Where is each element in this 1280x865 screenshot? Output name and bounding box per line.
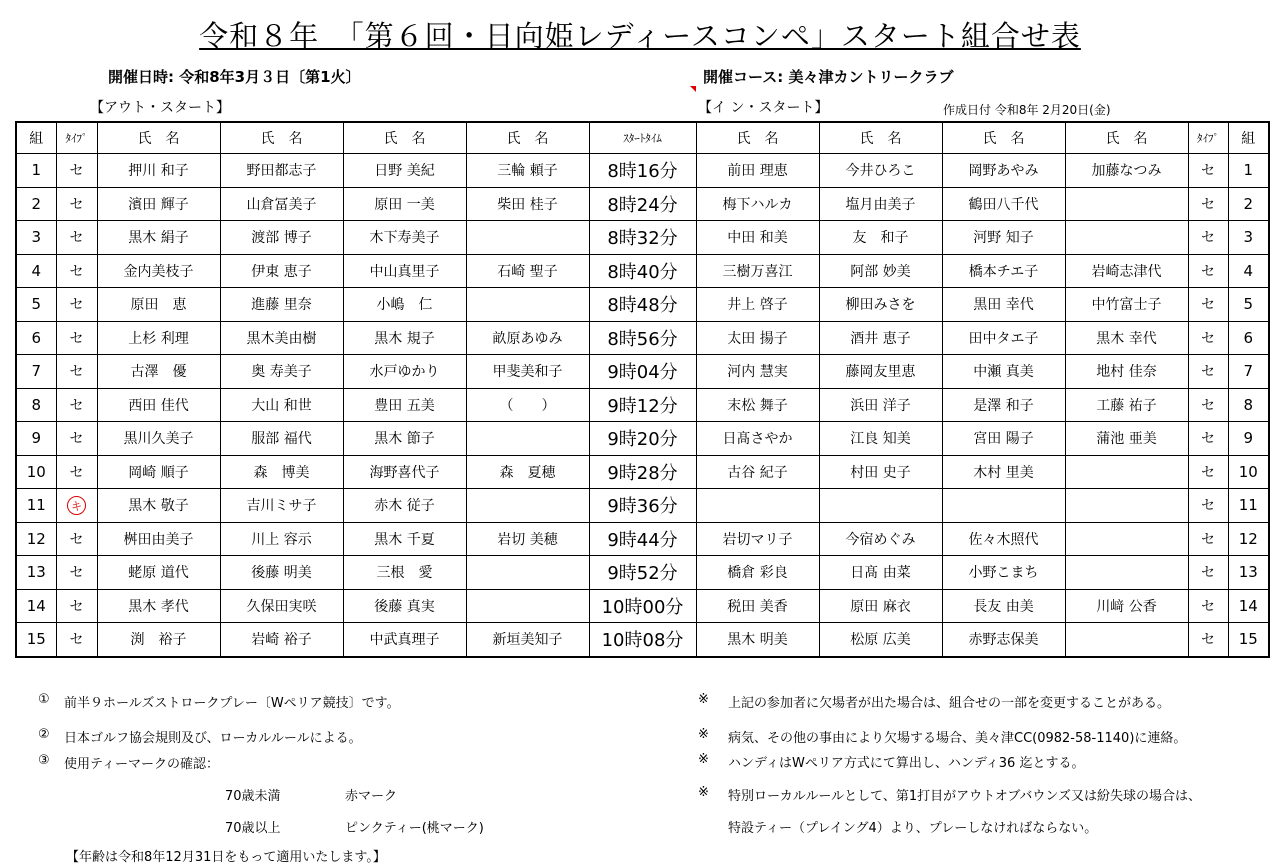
group-number: 2 (16, 187, 56, 221)
out-player-name: 奥 寿美子 (220, 355, 343, 389)
out-player-name: 原田 一美 (343, 187, 466, 221)
header-group: 組 (16, 122, 56, 154)
in-player-name: 橋倉 彩良 (696, 556, 819, 590)
in-player-name (696, 489, 819, 523)
out-player-name: 中武真理子 (343, 623, 466, 657)
player-type: セ (56, 221, 97, 255)
in-player-name: 加藤なつみ (1065, 154, 1188, 188)
in-player-name: 税田 美香 (696, 589, 819, 623)
in-player-name: 蒲池 亜美 (1065, 422, 1188, 456)
note-r2: 病気、その他の事由により欠場する場合、美々津CC(0982-58-1140)に連絡。 (728, 731, 1187, 746)
in-player-name: 柳田みさを (819, 288, 942, 322)
out-player-name: 伊東 恵子 (220, 254, 343, 288)
group-number: 6 (16, 321, 56, 355)
in-player-name: 中瀬 真美 (942, 355, 1065, 389)
table-row (16, 321, 1269, 355)
group-number: 13 (1228, 556, 1269, 590)
out-player-name: 原田 恵 (97, 288, 220, 322)
out-player-name: 上杉 利理 (97, 321, 220, 355)
in-player-name: 河野 知子 (942, 221, 1065, 255)
player-type: セ (1188, 489, 1228, 523)
group-number: 8 (16, 388, 56, 422)
group-number: 4 (16, 254, 56, 288)
in-player-name: 三樹万喜江 (696, 254, 819, 288)
in-player-name: 地村 佳奈 (1065, 355, 1188, 389)
out-player-name (466, 221, 589, 255)
start-time: 8時48分 (589, 288, 696, 322)
out-player-name (466, 489, 589, 523)
out-player-name: 黒木 敬子 (97, 489, 220, 523)
group-number: 9 (1228, 422, 1269, 456)
start-time: 9時52分 (589, 556, 696, 590)
note-3: 使用ティーマークの確認： (64, 757, 219, 772)
in-player-name: 古谷 紀子 (696, 455, 819, 489)
in-player-name: 長友 由美 (942, 589, 1065, 623)
out-player-name: 金内美枝子 (97, 254, 220, 288)
out-player-name: 木下寿美子 (343, 221, 466, 255)
player-type: セ (1188, 455, 1228, 489)
player-type: セ (56, 589, 97, 623)
group-number: 9 (16, 422, 56, 456)
player-type (56, 489, 97, 523)
start-time: 9時44分 (589, 522, 696, 556)
note-r2-mark: ※ (698, 727, 709, 742)
in-player-name: 松原 広美 (819, 623, 942, 657)
note-r3-mark: ※ (698, 752, 709, 767)
player-type: セ (56, 187, 97, 221)
in-player-name: 藤岡友里恵 (819, 355, 942, 389)
group-number: 7 (16, 355, 56, 389)
out-player-name: 渡部 博子 (220, 221, 343, 255)
out-player-name: 渕 裕子 (97, 623, 220, 657)
group-number: 14 (1228, 589, 1269, 623)
in-player-name: 日髙 由菜 (819, 556, 942, 590)
in-player-name: 中田 和美 (696, 221, 819, 255)
group-number: 15 (1228, 623, 1269, 657)
table-body (16, 154, 1269, 657)
in-player-name: 日髙さやか (696, 422, 819, 456)
out-player-name: 久保田実咲 (220, 589, 343, 623)
in-player-name: 鶴田八千代 (942, 187, 1065, 221)
in-player-name (1065, 221, 1188, 255)
out-player-name: 豊田 五美 (343, 388, 466, 422)
in-start-label: 【イ ン・スタート】 (698, 100, 829, 116)
in-player-name: 川﨑 公香 (1065, 589, 1188, 623)
out-player-name: 小嶋 仁 (343, 288, 466, 322)
in-player-name (1065, 489, 1188, 523)
in-player-name: 黒木 幸代 (1065, 321, 1188, 355)
group-number: 2 (1228, 187, 1269, 221)
event-course: 開催コース: 美々津カントリークラブ (703, 68, 954, 86)
out-start-label: 【アウト・スタート】 (90, 100, 230, 116)
out-player-name: 黒木 千夏 (343, 522, 466, 556)
group-number: 11 (1228, 489, 1269, 523)
player-type: セ (1188, 589, 1228, 623)
in-player-name: 今宿めぐみ (819, 522, 942, 556)
start-time: 8時56分 (589, 321, 696, 355)
in-player-name: 塩月由美子 (819, 187, 942, 221)
in-player-name (1065, 522, 1188, 556)
table-row (16, 221, 1269, 255)
note-2-mark: ② (38, 727, 50, 742)
out-player-name: 西田 佳代 (97, 388, 220, 422)
out-player-name: 黒木美由樹 (220, 321, 343, 355)
in-player-name: 木村 里美 (942, 455, 1065, 489)
out-player-name: 海野喜代子 (343, 455, 466, 489)
out-player-name: 石崎 聖子 (466, 254, 589, 288)
in-player-name: 工藤 祐子 (1065, 388, 1188, 422)
group-number: 1 (1228, 154, 1269, 188)
table-row (16, 422, 1269, 456)
player-type: セ (56, 455, 97, 489)
header-name: 氏 名 (220, 122, 343, 154)
start-time: 10時08分 (589, 623, 696, 657)
out-player-name: 岡崎 順子 (97, 455, 220, 489)
table-row (16, 522, 1269, 556)
in-player-name: 阿部 妙美 (819, 254, 942, 288)
in-player-name: 中竹富士子 (1065, 288, 1188, 322)
header-name: 氏 名 (696, 122, 819, 154)
start-time: 8時16分 (589, 154, 696, 188)
in-player-name: 原田 麻衣 (819, 589, 942, 623)
player-type: セ (56, 623, 97, 657)
out-player-name: 岩切 美穂 (466, 522, 589, 556)
in-player-name: 黒木 明美 (696, 623, 819, 657)
out-player-name: 水戸ゆかり (343, 355, 466, 389)
tee-mark-1: 赤マーク (345, 789, 398, 804)
out-player-name: 押川 和子 (97, 154, 220, 188)
out-player-name: 黒木 節子 (343, 422, 466, 456)
in-player-name: 井上 啓子 (696, 288, 819, 322)
out-player-name: 山倉冨美子 (220, 187, 343, 221)
circled-type-mark: キ (67, 496, 86, 515)
in-player-name (1065, 455, 1188, 489)
table-row (16, 556, 1269, 590)
out-player-name (466, 422, 589, 456)
start-time: 9時04分 (589, 355, 696, 389)
group-number: 1 (16, 154, 56, 188)
group-number: 7 (1228, 355, 1269, 389)
in-player-name: 岩崎志津代 (1065, 254, 1188, 288)
tee-age-2: 70歳以上 (225, 821, 281, 836)
player-type: セ (1188, 321, 1228, 355)
in-player-name: 田中タエ子 (942, 321, 1065, 355)
event-date: 開催日時: 令和8年3月３日〔第1火〕 (108, 68, 361, 86)
group-number: 10 (1228, 455, 1269, 489)
in-player-name: 浜田 洋子 (819, 388, 942, 422)
player-type: セ (1188, 221, 1228, 255)
table-row (16, 623, 1269, 657)
table-row (16, 288, 1269, 322)
page-title: 令和８年 「第６回・日向姫レディースコンペ」スタート組合せ表 (199, 19, 1081, 53)
group-number: 11 (16, 489, 56, 523)
table-row (16, 187, 1269, 221)
out-player-name: （ ） (466, 388, 589, 422)
in-player-name: 友 和子 (819, 221, 942, 255)
group-number: 14 (16, 589, 56, 623)
out-player-name: 森 夏穂 (466, 455, 589, 489)
out-player-name: 吉川ミサ子 (220, 489, 343, 523)
in-player-name: 橋本チエ子 (942, 254, 1065, 288)
table-row (16, 388, 1269, 422)
in-player-name (1065, 187, 1188, 221)
group-number: 15 (16, 623, 56, 657)
note-1-mark: ① (38, 692, 50, 707)
player-type: セ (56, 254, 97, 288)
player-type: セ (56, 154, 97, 188)
table-row (16, 355, 1269, 389)
group-number: 5 (16, 288, 56, 322)
in-player-name: 佐々木照代 (942, 522, 1065, 556)
header-type: ﾀｲﾌﾟ (1188, 122, 1228, 154)
note-3-mark: ③ (38, 753, 50, 768)
out-player-name: 服部 福代 (220, 422, 343, 456)
out-player-name (466, 288, 589, 322)
start-time: 9時12分 (589, 388, 696, 422)
out-player-name: 後藤 真実 (343, 589, 466, 623)
player-type: セ (1188, 623, 1228, 657)
pairing-table (15, 121, 1270, 658)
group-number: 13 (16, 556, 56, 590)
in-player-name: 梅下ハルカ (696, 187, 819, 221)
note-r3: ハンディはWペリア方式にて算出し、ハンディ36 迄とする。 (728, 756, 1085, 771)
player-type: セ (56, 388, 97, 422)
out-player-name: 岩崎 裕子 (220, 623, 343, 657)
group-number: 10 (16, 455, 56, 489)
player-type: セ (1188, 355, 1228, 389)
note-r1-mark: ※ (698, 692, 709, 707)
in-player-name: 岩切マリ子 (696, 522, 819, 556)
group-number: 3 (16, 221, 56, 255)
player-type: セ (1188, 154, 1228, 188)
out-player-name: 柴田 桂子 (466, 187, 589, 221)
in-player-name (942, 489, 1065, 523)
note-r4-mark: ※ (698, 785, 709, 800)
header-name: 氏 名 (942, 122, 1065, 154)
note-r1: 上記の参加者に欠場者が出た場合は、組合せの一部を変更することがある。 (728, 696, 1171, 711)
player-type: セ (56, 422, 97, 456)
in-player-name: 岡野あやみ (942, 154, 1065, 188)
player-type: セ (56, 321, 97, 355)
player-type: セ (1188, 422, 1228, 456)
in-player-name: 河内 慧実 (696, 355, 819, 389)
player-type: セ (1188, 388, 1228, 422)
group-number: 4 (1228, 254, 1269, 288)
header-name: 氏 名 (466, 122, 589, 154)
in-player-name: 今井ひろこ (819, 154, 942, 188)
header-start-time: ｽﾀｰﾄﾀｲﾑ (589, 122, 696, 154)
out-player-name: 大山 和世 (220, 388, 343, 422)
start-time: 9時28分 (589, 455, 696, 489)
table-row (16, 455, 1269, 489)
out-player-name: 蛯原 道代 (97, 556, 220, 590)
out-player-name: 黒木 絹子 (97, 221, 220, 255)
out-player-name: 進藤 里奈 (220, 288, 343, 322)
start-time: 9時20分 (589, 422, 696, 456)
out-player-name: 黒木 孝代 (97, 589, 220, 623)
out-player-name (466, 556, 589, 590)
table-row (16, 154, 1269, 188)
in-player-name: 黒田 幸代 (942, 288, 1065, 322)
table-row (16, 589, 1269, 623)
tee-age-1: 70歳未満 (225, 789, 281, 804)
player-type: セ (1188, 556, 1228, 590)
out-player-name: 黒木 規子 (343, 321, 466, 355)
in-player-name: 酒井 恵子 (819, 321, 942, 355)
in-player-name: 村田 史子 (819, 455, 942, 489)
start-time: 10時00分 (589, 589, 696, 623)
out-player-name: 濱田 輝子 (97, 187, 220, 221)
out-player-name: 古澤 優 (97, 355, 220, 389)
player-type: セ (56, 355, 97, 389)
player-type: セ (56, 556, 97, 590)
tee-mark-2: ピンクティー(桃マーク) (345, 821, 484, 836)
group-number: 12 (1228, 522, 1269, 556)
player-type: セ (56, 288, 97, 322)
header-type: ﾀｲﾌﾟ (56, 122, 97, 154)
header-name: 氏 名 (97, 122, 220, 154)
start-time: 9時36分 (589, 489, 696, 523)
group-number: 8 (1228, 388, 1269, 422)
out-player-name: 甲斐美和子 (466, 355, 589, 389)
player-type: セ (1188, 288, 1228, 322)
group-number: 12 (16, 522, 56, 556)
table-row (16, 254, 1269, 288)
start-time: 8時24分 (589, 187, 696, 221)
out-player-name: 川上 容示 (220, 522, 343, 556)
note-r5: 特設ティー（プレイング4）より、プレーしなければならない。 (728, 821, 1098, 836)
note-1: 前半９ホールズストロークプレー〔Wペリア競技〕です。 (64, 696, 400, 711)
player-type: セ (1188, 254, 1228, 288)
created-date: 作成日付 令和8年 2月20日(金) (943, 103, 1111, 117)
in-player-name: 是澤 和子 (942, 388, 1065, 422)
in-player-name: 前田 理恵 (696, 154, 819, 188)
header-group: 組 (1228, 122, 1269, 154)
group-number: 3 (1228, 221, 1269, 255)
start-time: 8時40分 (589, 254, 696, 288)
note-2: 日本ゴルフ協会規則及び、ローカルルールによる。 (64, 731, 362, 746)
out-player-name: 新垣美知子 (466, 623, 589, 657)
out-player-name: 畝原あゆみ (466, 321, 589, 355)
out-player-name: 三輪 頼子 (466, 154, 589, 188)
player-type: セ (56, 522, 97, 556)
header-name: 氏 名 (343, 122, 466, 154)
in-player-name (1065, 623, 1188, 657)
out-player-name (466, 589, 589, 623)
out-player-name: 赤木 従子 (343, 489, 466, 523)
out-player-name: 三根 愛 (343, 556, 466, 590)
in-player-name (819, 489, 942, 523)
in-player-name: 末松 舞子 (696, 388, 819, 422)
in-player-name: 太田 揚子 (696, 321, 819, 355)
out-player-name: 日野 美紀 (343, 154, 466, 188)
red-corner-mark (690, 86, 696, 92)
group-number: 5 (1228, 288, 1269, 322)
player-type: セ (1188, 522, 1228, 556)
in-player-name: 赤野志保美 (942, 623, 1065, 657)
in-player-name: 江良 知美 (819, 422, 942, 456)
in-player-name (1065, 556, 1188, 590)
header-name: 氏 名 (819, 122, 942, 154)
out-player-name: 中山真里子 (343, 254, 466, 288)
header-row (16, 122, 1269, 154)
in-player-name: 宮田 陽子 (942, 422, 1065, 456)
group-number: 6 (1228, 321, 1269, 355)
out-player-name: 野田都志子 (220, 154, 343, 188)
header-name: 氏 名 (1065, 122, 1188, 154)
note-r4: 特別ローカルルールとして、第1打目がアウトオブバウンズ又は紛失球の場合は、 (728, 789, 1201, 804)
player-type: セ (1188, 187, 1228, 221)
out-player-name: 森 博美 (220, 455, 343, 489)
start-time: 8時32分 (589, 221, 696, 255)
out-player-name: 後藤 明美 (220, 556, 343, 590)
out-player-name: 桝田由美子 (97, 522, 220, 556)
table-row (16, 489, 1269, 523)
out-player-name: 黒川久美子 (97, 422, 220, 456)
in-player-name: 小野こまち (942, 556, 1065, 590)
age-footnote: 【年齢は令和8年12月31日をもって適用いたします。】 (66, 850, 386, 865)
